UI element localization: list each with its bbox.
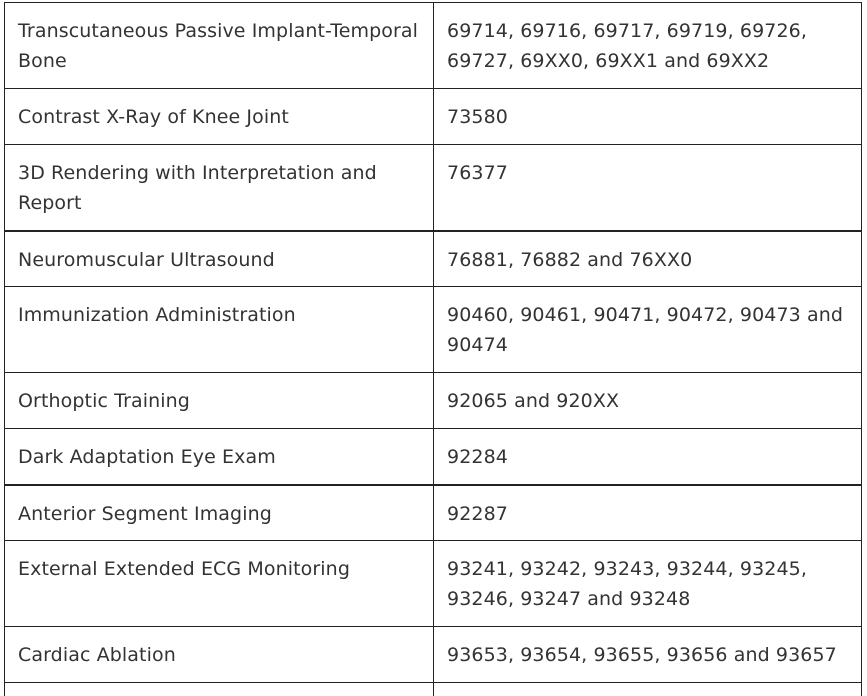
procedure-cell: Contrast X-Ray of Knee Joint bbox=[5, 89, 434, 145]
procedure-cell: External Extended ECG Monitoring bbox=[5, 541, 434, 627]
table-row bbox=[5, 3, 862, 89]
codes-cell: 76377 bbox=[434, 145, 862, 231]
codes-cell: 69714, 69716, 69717, 69719, 69726, 69727, 69XX0, 69XX1 and 69XX2 bbox=[434, 3, 862, 89]
procedure-cell: Immunization Administration bbox=[5, 287, 434, 373]
table-row bbox=[5, 485, 862, 541]
codes-cell: 92287 bbox=[434, 485, 862, 541]
procedure-cell: Neuromuscular Ultrasound bbox=[5, 231, 434, 287]
table-row bbox=[5, 683, 862, 696]
codes-cell bbox=[434, 683, 862, 696]
codes-cell: 76881, 76882 and 76XX0 bbox=[434, 231, 862, 287]
table-row bbox=[5, 541, 862, 627]
codes-cell: 73580 bbox=[434, 89, 862, 145]
codes-cell: 93241, 93242, 93243, 93244, 93245, 93246, 93247 and 93248 bbox=[434, 541, 862, 627]
table-row bbox=[5, 231, 862, 287]
procedure-cell bbox=[5, 683, 434, 696]
procedure-cell: Transcutaneous Passive Implant-Temporal Bone bbox=[5, 3, 434, 89]
procedure-cell: Anterior Segment Imaging bbox=[5, 485, 434, 541]
codes-cell: 92284 bbox=[434, 429, 862, 485]
procedure-cell: Cardiac Ablation bbox=[5, 627, 434, 683]
procedure-cell: 3D Rendering with Interpretation and Report bbox=[5, 145, 434, 231]
table-row bbox=[5, 145, 862, 231]
table-row bbox=[5, 627, 862, 683]
procedure-cell: Orthoptic Training bbox=[5, 373, 434, 429]
codes-cell: 92065 and 920XX bbox=[434, 373, 862, 429]
codes-cell: 93653, 93654, 93655, 93656 and 93657 bbox=[434, 627, 862, 683]
table-row bbox=[5, 287, 862, 373]
codes-cell: 90460, 90461, 90471, 90472, 90473 and 90474 bbox=[434, 287, 862, 373]
table-row bbox=[5, 89, 862, 145]
table-row bbox=[5, 429, 862, 485]
table-row bbox=[5, 373, 862, 429]
procedure-code-table bbox=[4, 2, 862, 696]
procedure-cell: Dark Adaptation Eye Exam bbox=[5, 429, 434, 485]
